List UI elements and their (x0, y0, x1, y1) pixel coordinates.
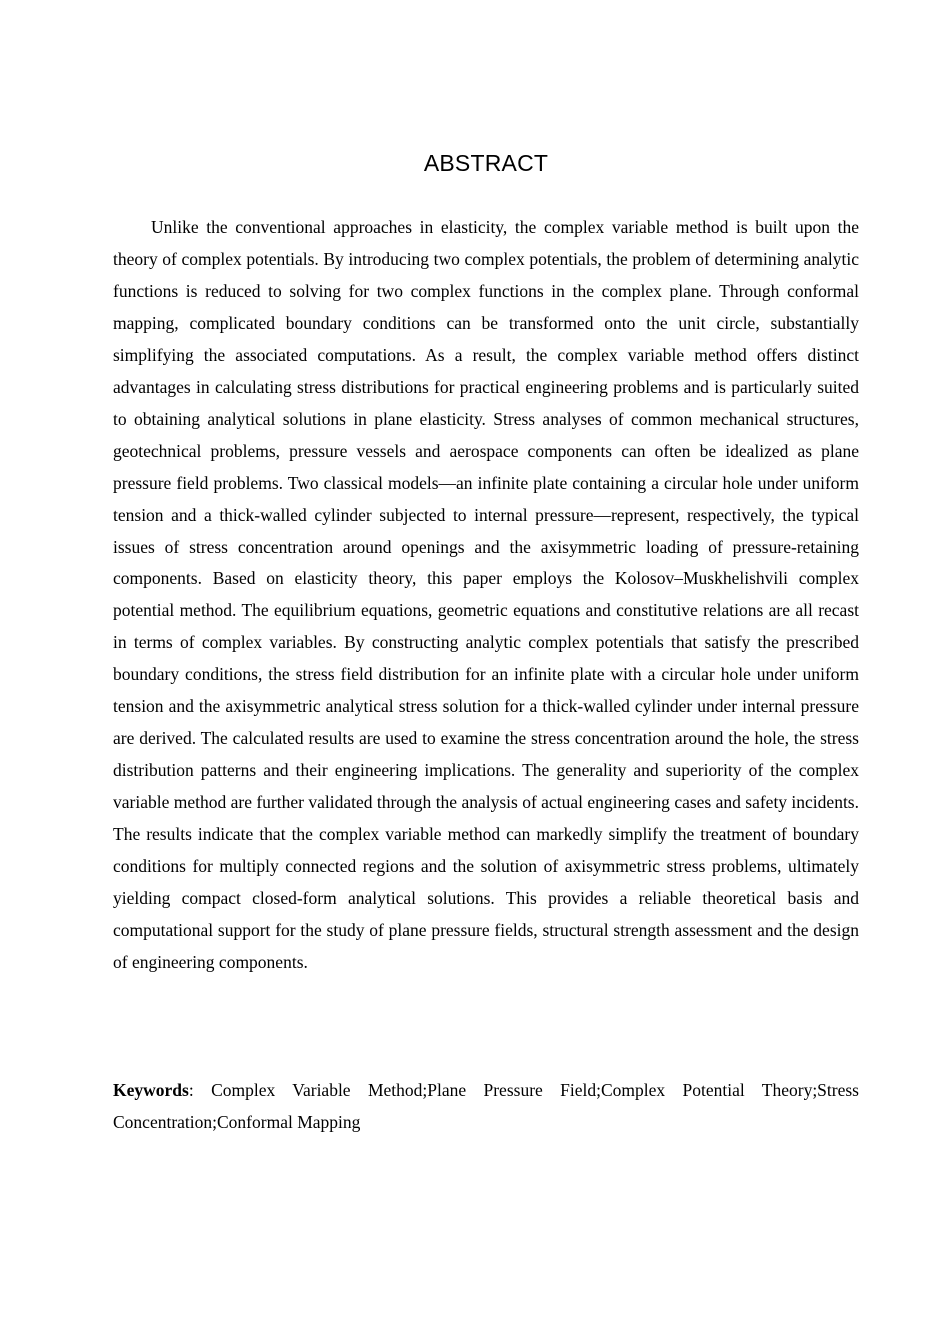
keywords-text: Complex Variable Method;Plane Pressure Field;Complex Potential Theory;Stress Concentration;Conformal Mapping (113, 1080, 859, 1132)
keywords-label: Keywords (113, 1080, 189, 1100)
abstract-title: ABSTRACT (423, 150, 549, 176)
keywords-paragraph (113, 1074, 859, 1138)
keywords-separator: : (188, 1080, 212, 1100)
abstract-body: Unlike the conventional approaches in elasticity, the complex variable method is built upon the theory of complex potentials. By introducing two complex potentials, the problem of determining analytic functions is reduced to solving for two complex functions in the complex plane. Through conformal mapping, complicated boundary conditions can be transformed onto the unit circle, substantially simplifying the associated computations. As a result, the complex variable method offers distinct advantages in calculating stress distributions for practical engineering problems and is particularly suited to obtaining analytical solutions in plane elasticity. Stress analyses of common mechanical structures, geotechnical problems, pressure vessels and aerospace components can often be idealized as plane pressure field problems. Two classical models—an infinite plate containing a circular hole under uniform tension and a thick-walled cylinder subjected to internal pressure—represent, respectively, the typical issues of stress concentration around openings and the axisymmetric loading of pressure-retaining components. Based on elasticity theory, this paper employs the Kolosov–Muskhelishvili complex potential method. The equilibrium equations, geometric equations and constitutive relations are all recast in terms of complex variables. By constructing analytic complex potentials that satisfy the prescribed boundary conditions, the stress field distribution for an infinite plate with a circular hole under uniform tension and the axisymmetric analytical stress solution for a thick-walled cylinder under internal pressure are derived. The calculated results are used to examine the stress concentration around the hole, the stress distribution patterns and their engineering implications. The generality and superiority of the complex variable method are further validated through the analysis of actual engineering cases and safety incidents. The results indicate that the complex variable method can markedly simplify the treatment of boundary conditions for multiply connected regions and the solution of axisymmetric stress problems, ultimately yielding compact closed-form analytical solutions. This provides a reliable theoretical basis and computational support for the study of plane pressure fields, structural strength assessment and the design of engineering components. (113, 217, 859, 972)
